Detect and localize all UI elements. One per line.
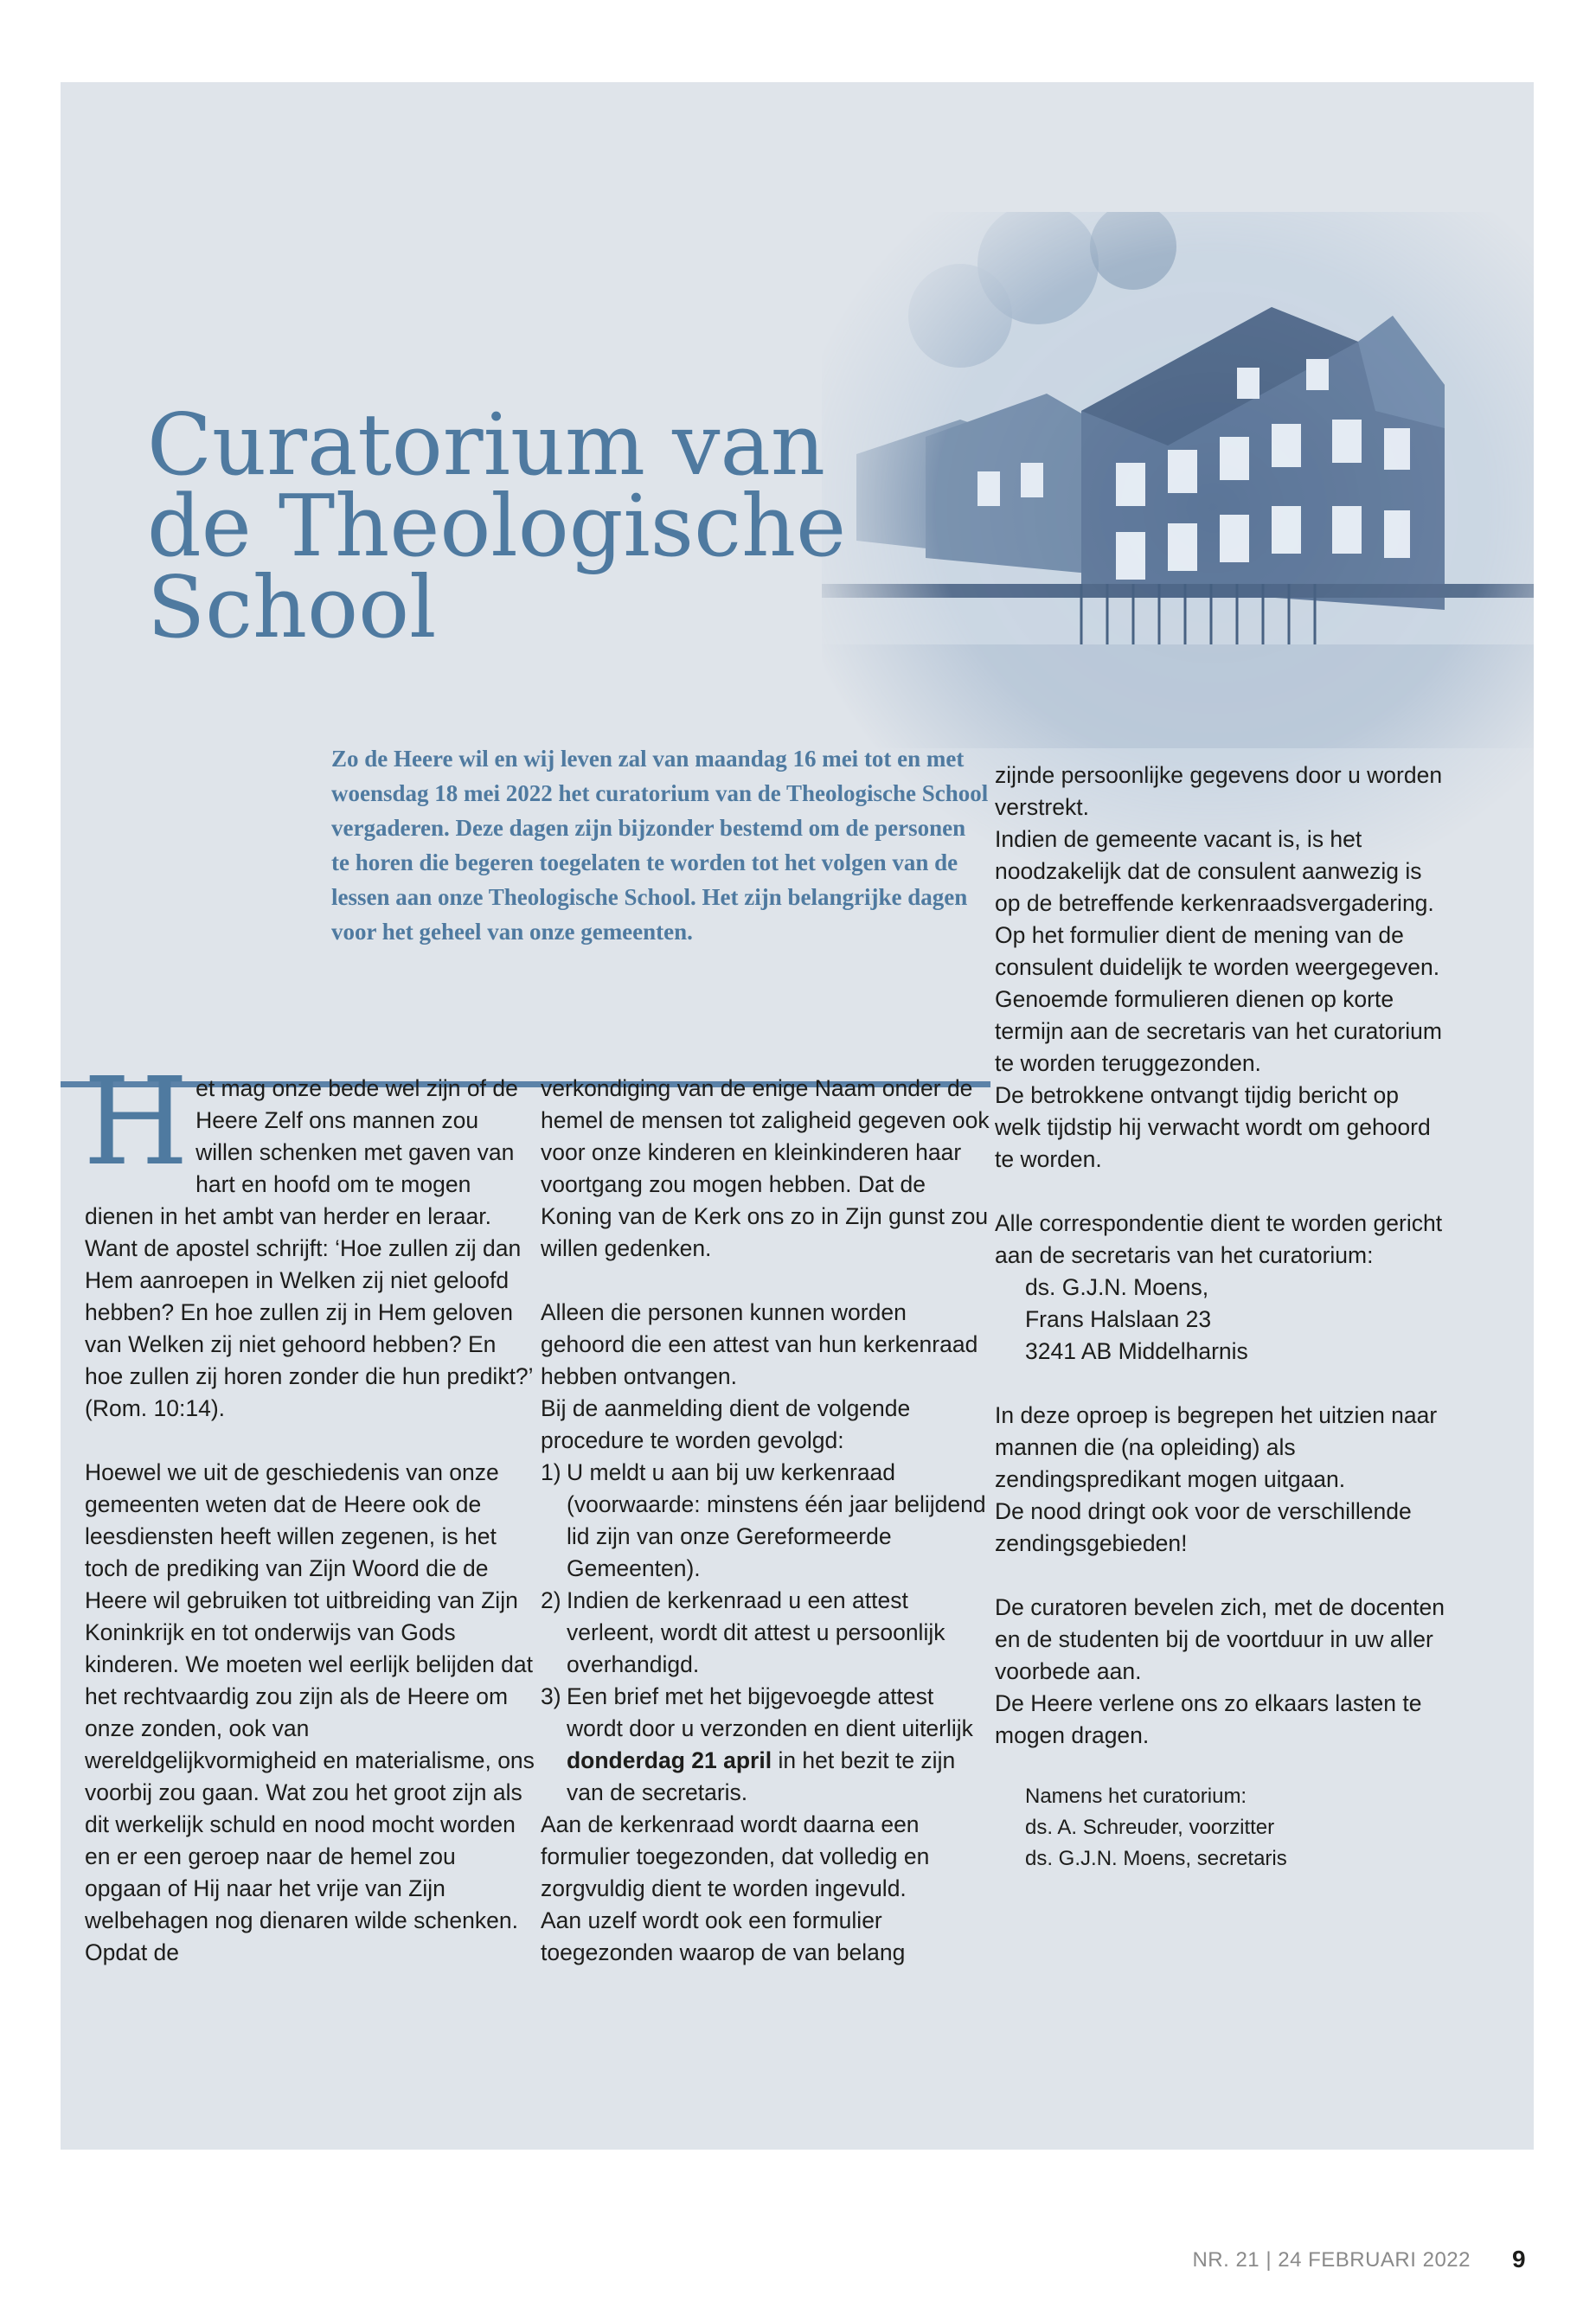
intro-paragraph: Zo de Heere wil en wij leven zal van maandag 16 mei tot en met woensdag 18 mei 2022 het curatorium van de Theologische School vergaderen. Deze dagen zijn bijzonder bestemd om de personen te horen die begeren toegelaten te worden tot het volgen van de lessen aan onze Theologische School. Het zijn belangrijke dagen voor het geheel van onze gemeenten. [331,746,989,945]
column-2 [541,1073,990,1969]
col2-paragraph-4: Aan de kerkenraad wordt daarna een formulier toegezonden, dat volledig en zorgvuldig dient te worden ingevuld. [541,1811,930,1901]
signature-line: Namens het curatorium: [1025,1785,1247,1808]
list-number: 3) [541,1683,561,1709]
col2-paragraph-2: Alleen die personen kunnen worden gehoord die een attest van hun kerkenraad hebben ontvangen. [541,1299,978,1389]
list-number: 1) [541,1459,561,1485]
col3-paragraph-3: Genoemde formulieren dienen op korte termijn aan de secretaris van het curatorium te worden teruggezonden. [995,986,1442,1076]
signature-line: ds. A. Schreuder, voorzitter [1025,1816,1275,1839]
address-line: 3241 AB Middelharnis [1025,1338,1248,1364]
title-line-1: Curatorium van [147,396,826,495]
list-text: Indien de kerkenraad u een attest verleent, wordt dit attest u persoonlijk overhandigd. [567,1587,945,1677]
title-line-2: de Theologische [147,478,847,576]
address-line: Frans Halslaan 23 [1025,1306,1212,1332]
procedure-list [541,1457,990,1809]
col1-paragraph-1: et mag onze bede wel zijn of de Heere Zelf ons mannen zou willen schenken met gaven van hart en hoofd om te mogen dienen in het ambt van herder en leraar. Want de apostel schrijft: ‘Hoe zullen zij dan Hem aanroepen in Welken zij niet geloofd hebben? En hoe zullen zij in Hem geloven van Welken zij niet gehoord hebben? En hoe zullen zij horen zonder die hun predikt?’ (Rom. 10:14). [85,1075,533,1421]
col3-paragraph-2: Indien de gemeente vacant is, is het noodzakelijk dat de consulent aanwezig is op de betreffende kerkenraadsvergadering. Op het formulier dient de mening van de consulent duidelijk te worden weergegeven. [995,826,1440,980]
list-text: in het bezit te zijn van de secretaris. [567,1747,956,1805]
col2-paragraph-1: verkondiging van de enige Naam onder de hemel de mensen tot zaligheid gegeven ook voor onze kinderen en kleinkinderen haar voortgang zou mogen hebben. Dat de Koning van de Kerk ons zo in Zijn gunst zou willen gedenken. [541,1075,990,1261]
col2-paragraph-5: Aan uzelf wordt ook een formulier toegezonden waarop de van belang [541,1907,906,1965]
deadline-date: donderdag 21 april [567,1747,772,1773]
column-3 [995,760,1445,1875]
address-line: ds. G.J.N. Moens, [1025,1274,1209,1300]
list-item [541,1457,990,1585]
list-number: 2) [541,1587,561,1613]
signature-block [995,1781,1445,1875]
col3-paragraph-9: De Heere verlene ons zo elkaars lasten te mogen dragen. [995,1690,1422,1748]
col1-paragraph-2: Hoewel we uit de geschiedenis van onze gemeenten weten dat de Heere ook de leesdiensten heeft willen zegenen, is het toch de prediking van Zijn Woord die de Heere wil gebruiken tot uitbreiding van Zijn Koninkrijk en tot onderwijs van Gods kinderen. We moeten wel eerlijk belijden dat het rechtvaardig zou zijn als de Heere om onze zonden, ook van wereldgelijkvormigheid en materialisme, ons voorbij zou gaan. Wat zou het groot zijn als dit werkelijk schuld en nood mocht worden en er een geroep naar de hemel zou opgaan of Hij naar het vrije van Zijn welbehagen nog dienaren wilde schenken. Opdat de [85,1459,535,1965]
drop-cap: H [83,1052,189,1193]
col3-paragraph-1: zijnde persoonlijke gegevens door u worden verstrekt. [995,762,1443,820]
col3-paragraph-4: De betrokkene ontvangt tijdig bericht op welk tijdstip hij verwacht wordt om gehoord te worden. [995,1082,1431,1172]
column-1 [83,1052,535,1969]
list-text: U meldt u aan bij uw kerkenraad (voorwaarde: minstens één jaar belijdend lid zijn van onze Gereformeerde Gemeenten). [567,1459,986,1581]
list-item [541,1585,990,1681]
title-line-3: School [147,559,437,657]
issue-footer: NR. 21 | 24 FEBRUARI 2022 [1192,2248,1471,2272]
col2-paragraph-3: Bij de aanmelding dient de volgende procedure te worden gevolgd: [541,1395,911,1453]
signature-line: ds. G.J.N. Moens, secretaris [1025,1847,1287,1870]
col3-paragraph-5: Alle correspondentie dient te worden gericht aan de secretaris van het curatorium: [995,1210,1443,1268]
list-text: Een brief met het bijgevoegde attest wordt door u verzonden en dient uiterlijk [567,1683,973,1741]
page-number: 9 [1512,2246,1526,2272]
page-title [147,396,926,657]
col3-paragraph-6: In deze oproep is begrepen het uitzien naar mannen die (na opleiding) als zendingspredikant mogen uitgaan. [995,1402,1438,1492]
list-item [541,1681,990,1809]
col3-paragraph-8: De curatoren bevelen zich, met de docenten en de studenten bij de voortduur in uw aller voorbede aan. [995,1594,1445,1684]
col3-paragraph-7: De nood dringt ook voor de verschillende zendingsgebieden! [995,1498,1412,1556]
